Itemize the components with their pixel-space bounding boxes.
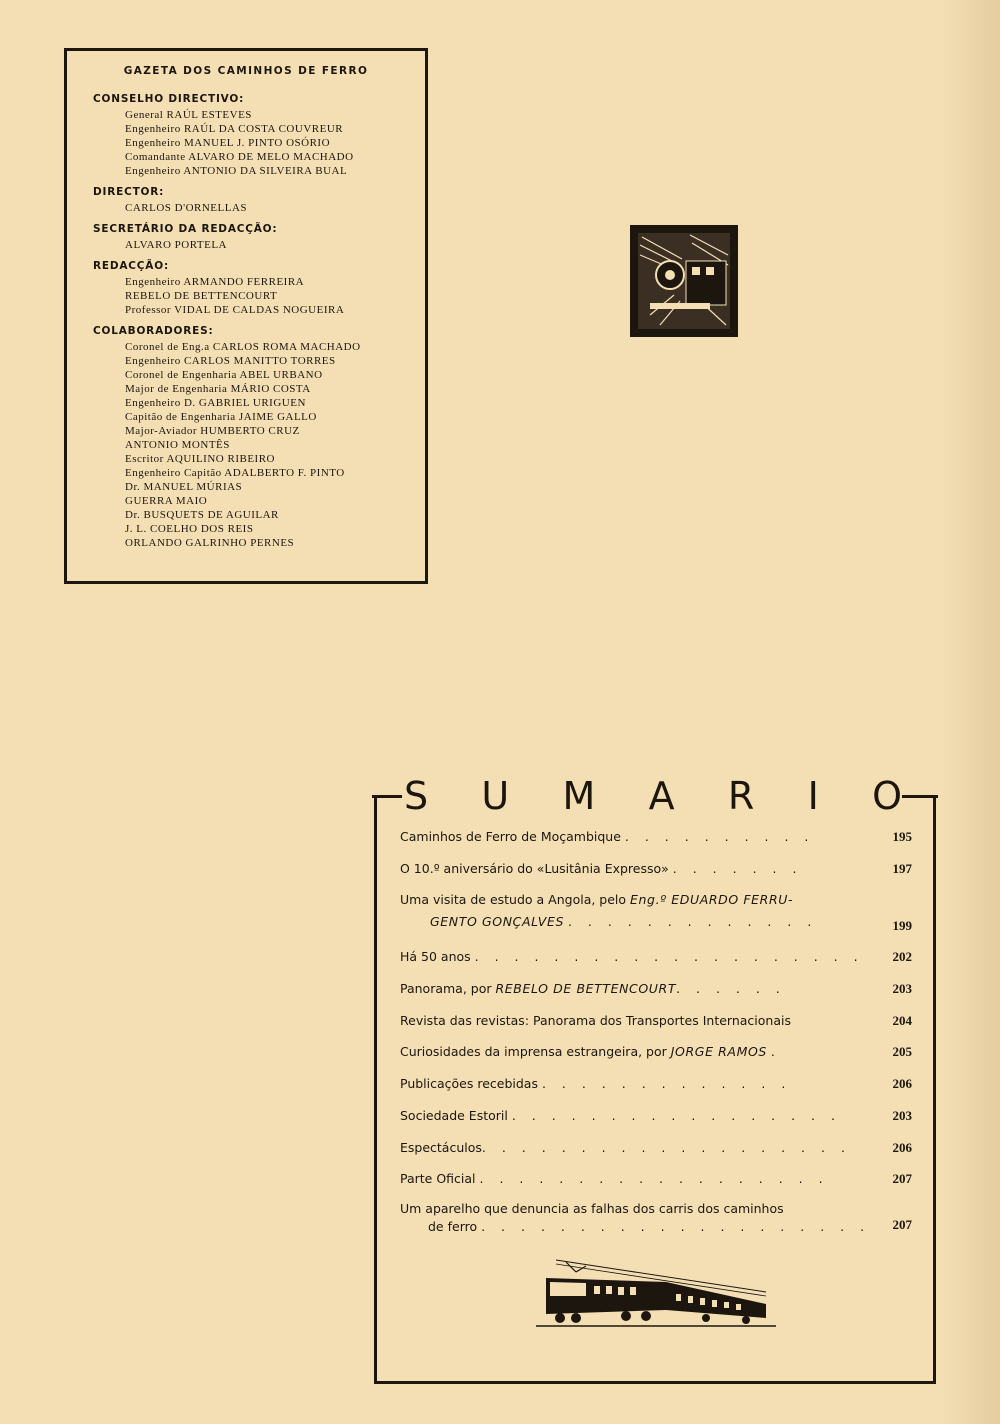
masthead-name-line: Engenheiro Capitão ADALBERTO F. PINTO xyxy=(125,467,345,479)
sumario-letter: A xyxy=(648,774,675,818)
toc-entry[interactable]: Espectáculos. . . . . . . . . . . . . . . . . . . 206 xyxy=(400,1137,912,1169)
masthead-name-line: Capitão de Engenharia JAIME GALLO xyxy=(125,411,317,423)
toc-entry-title: Caminhos de Ferro de Moçambique xyxy=(400,829,621,844)
toc-entry-author: Eng.º EDUARDO FERRU- xyxy=(630,892,794,908)
masthead-name-line: GUERRA MAIO xyxy=(125,495,208,507)
masthead-section xyxy=(93,186,425,215)
locomotive-engraving-icon xyxy=(630,225,738,337)
masthead-section xyxy=(93,223,425,252)
masthead-name-line: Professor VIDAL DE CALDAS NOGUEIRA xyxy=(125,304,345,316)
sumario-letter: I xyxy=(807,774,819,818)
toc-entry[interactable]: Uma visita de estudo a Angola, pelo Eng.º EDUARDO FERRU- GENTO GONÇALVES . . . . . . . . . . . . . 199 xyxy=(400,889,912,946)
toc-entry[interactable]: O 10.º aniversário do «Lusitânia Expresso» . . . . . . . 197 xyxy=(400,858,912,890)
toc-entry-title: Sociedade Estoril xyxy=(400,1107,508,1123)
masthead-name-line: Engenheiro ARMANDO FERREIRA xyxy=(125,276,305,288)
toc-entry-title: Uma visita de estudo a Angola, pelo xyxy=(400,892,627,908)
masthead-name-line: Engenheiro D. GABRIEL URIGUEN xyxy=(125,397,306,409)
masthead-name-line: ALVARO PORTELA xyxy=(125,239,227,251)
masthead-name-line: ORLANDO GALRINHO PERNES xyxy=(125,537,295,549)
toc-entry-page: 205 xyxy=(892,1044,912,1060)
table-of-contents xyxy=(400,826,912,1252)
toc-entry-title: Espectáculos xyxy=(400,1139,482,1155)
masthead-section xyxy=(93,325,425,550)
toc-entry-title: O 10.º aniversário do «Lusitânia Expresso» xyxy=(400,860,669,876)
masthead-section-heading: SECRETÁRIO DA REDACÇÃO: xyxy=(93,223,278,235)
masthead-section-heading: REDACÇÃO: xyxy=(93,260,169,272)
toc-entry-title: Parte Oficial xyxy=(400,1171,476,1187)
masthead-section-heading: COLABORADORES: xyxy=(93,325,214,337)
masthead-name-line: Engenheiro RAÚL DA COSTA COUVREUR xyxy=(125,123,344,135)
toc-entry-page: 197 xyxy=(892,860,912,876)
masthead-sections xyxy=(67,93,425,550)
toc-entry-title: Publicações recebidas xyxy=(400,1076,538,1092)
masthead-name-line: Dr. MANUEL MÚRIAS xyxy=(125,481,243,493)
toc-entry-page: 195 xyxy=(892,829,912,844)
toc-entry[interactable]: Há 50 anos . . . . . . . . . . . . . . . . . . . . 202 xyxy=(400,946,912,978)
toc-entry-page: 202 xyxy=(892,949,912,965)
masthead-name-line: Major de Engenharia MÁRIO COSTA xyxy=(125,383,311,395)
masthead-name-line: Engenheiro ANTONIO DA SILVEIRA BUAL xyxy=(125,165,348,177)
sumario-letter: O xyxy=(872,774,902,818)
masthead-name-line: Engenheiro CARLOS MANITTO TORRES xyxy=(125,355,336,367)
masthead-box xyxy=(64,48,428,584)
sumario-letter: U xyxy=(481,774,510,818)
toc-entry-author-cont: GENTO GONÇALVES xyxy=(430,914,564,930)
masthead-section xyxy=(93,93,425,178)
masthead-name-line: REBELO DE BETTENCOURT xyxy=(125,290,278,302)
masthead-name-line: ANTONIO MONTÊS xyxy=(125,439,230,451)
toc-entry-page: 203 xyxy=(892,1107,912,1123)
toc-entry-title: Curiosidades da imprensa estrangeira, por xyxy=(400,1044,667,1060)
toc-entry-page: 199 xyxy=(892,918,912,934)
masthead-name-line: Major-Aviador HUMBERTO CRUZ xyxy=(125,425,300,437)
masthead-section-heading: CONSELHO DIRECTIVO: xyxy=(93,93,245,105)
masthead-name-line: Coronel de Engenharia ABEL URBANO xyxy=(125,369,323,381)
toc-entry[interactable]: Panorama, por REBELO DE BETTENCOURT. . . . . . 203 xyxy=(400,978,912,1010)
masthead-name-line: Comandante ALVARO DE MELO MACHADO xyxy=(125,151,354,163)
masthead-name-line: Dr. BUSQUETS DE AGUILAR xyxy=(125,509,279,521)
masthead-name-line: Engenheiro MANUEL J. PINTO OSÓRIO xyxy=(125,137,331,149)
electric-train-illustration-icon xyxy=(536,1252,776,1332)
toc-entry[interactable]: Curiosidades da imprensa estrangeira, por JORGE RAMOS . 205 xyxy=(400,1041,912,1073)
masthead-name-line: CARLOS D'ORNELLAS xyxy=(125,202,248,214)
toc-entry-title-cont: de ferro xyxy=(428,1218,478,1234)
sumario-letter: S xyxy=(404,774,429,818)
toc-entry-title: Panorama, por xyxy=(400,981,492,997)
masthead-name-line: Escritor AQUILINO RIBEIRO xyxy=(125,453,275,465)
toc-entry[interactable]: Um aparelho que denuncia as falhas dos carris dos caminhos de ferro . . . . . . . . . . . . . . . . . . . . 207 xyxy=(400,1200,912,1234)
toc-entry-title: Um aparelho que denuncia as falhas dos carris dos caminhos xyxy=(400,1200,784,1216)
page-edge-shading xyxy=(940,0,1000,1424)
toc-entry[interactable]: Publicações recebidas . . . . . . . . . . . . . 206 xyxy=(400,1073,912,1105)
sumario-letter: M xyxy=(562,774,596,818)
toc-entry[interactable]: Parte Oficial . . . . . . . . . . . . . . . . . . 207 xyxy=(400,1168,912,1200)
toc-entry-author: REBELO DE BETTENCOURT xyxy=(495,981,677,997)
masthead-section xyxy=(93,260,425,317)
toc-entry-page: 206 xyxy=(892,1076,912,1092)
toc-entry-page: 207 xyxy=(892,1171,912,1187)
masthead-title: GAZETA DOS CAMINHOS DE FERRO xyxy=(123,65,369,77)
toc-entry[interactable]: Sociedade Estoril . . . . . . . . . . . . . . . . . 203 xyxy=(400,1105,912,1137)
toc-entry-page: 203 xyxy=(892,981,912,997)
toc-entry-page: 204 xyxy=(892,1012,912,1028)
toc-entry-page: 206 xyxy=(892,1139,912,1155)
masthead-section-heading: DIRECTOR: xyxy=(93,186,165,198)
masthead-name-line: Coronel de Eng.a CARLOS ROMA MACHADO xyxy=(125,341,361,353)
toc-entry-title: Revista das revistas: Panorama dos Transportes Internacionais xyxy=(400,1012,791,1028)
toc-entry-title: Há 50 anos xyxy=(400,949,471,965)
toc-entry-page: 207 xyxy=(892,1216,912,1232)
toc-entry[interactable]: Caminhos de Ferro de Moçambique . . . . . . . . . . 195 xyxy=(400,826,912,858)
toc-entry[interactable] xyxy=(400,1010,912,1042)
toc-entry-author: JORGE RAMOS xyxy=(670,1044,767,1060)
masthead-name-line: General RAÚL ESTEVES xyxy=(125,109,252,121)
sumario-letter: R xyxy=(727,774,755,818)
masthead-name-line: J. L. COELHO DOS REIS xyxy=(125,523,254,535)
